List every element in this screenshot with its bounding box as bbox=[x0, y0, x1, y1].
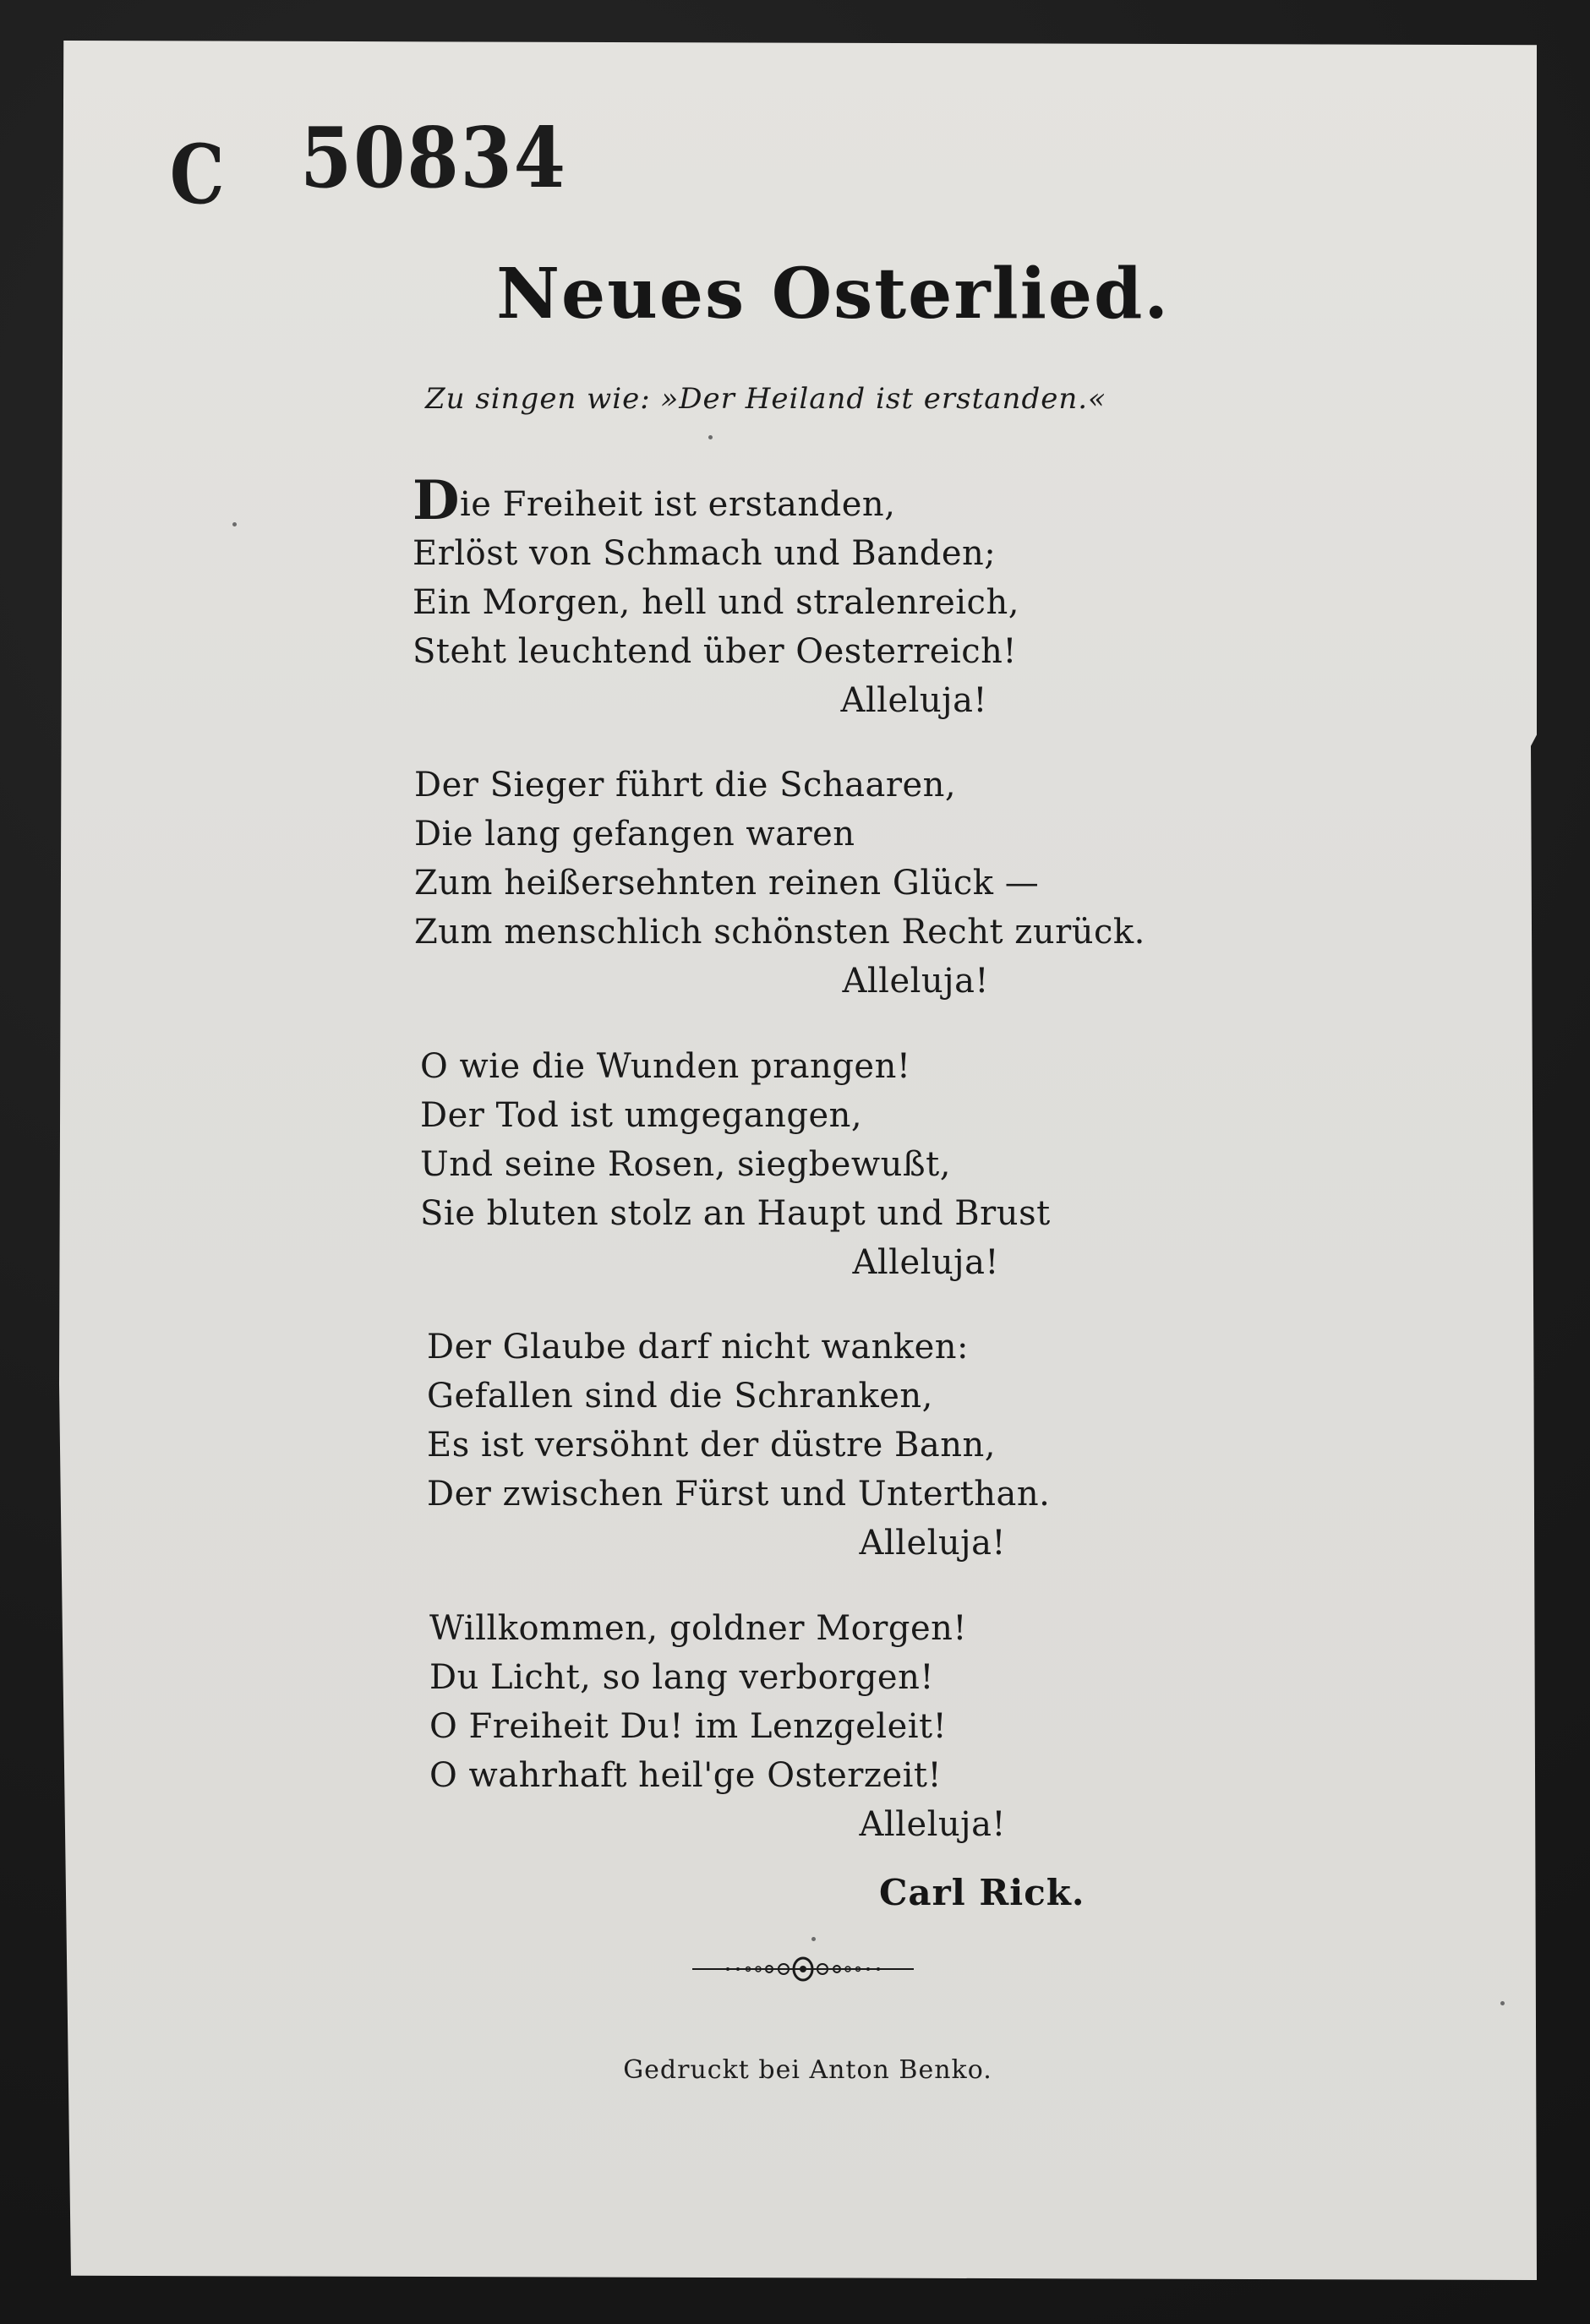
refrain: Alleluja! bbox=[840, 681, 987, 720]
author-signature: Carl Rick. bbox=[879, 1872, 1085, 1913]
refrain: Alleluja! bbox=[842, 962, 989, 1001]
archive-stamp-letter: C bbox=[169, 127, 225, 222]
printer-imprint: Gedruckt bei Anton Benko. bbox=[623, 2055, 992, 2085]
stanza-1 bbox=[413, 469, 1055, 725]
verse-line: Steht leuchtend über Oesterreich! bbox=[413, 632, 1017, 671]
paper-speck bbox=[1500, 2001, 1505, 2005]
verse-line: Gefallen sind die Schranken, bbox=[427, 1377, 933, 1416]
refrain: Alleluja! bbox=[859, 1805, 1006, 1844]
verse-line: O wahrhaft heil'ge Osterzeit! bbox=[429, 1756, 943, 1795]
verse-line: Es ist versöhnt der düstre Bann, bbox=[427, 1426, 996, 1465]
verse-line: O wie die Wunden prangen! bbox=[420, 1047, 911, 1086]
verse-line: Der zwischen Fürst und Unterthan. bbox=[427, 1475, 1051, 1514]
ornament-divider-icon bbox=[689, 1954, 917, 1984]
verse-line: Zum heißersehnten reinen Glück — bbox=[414, 864, 1040, 903]
paper-speck bbox=[232, 522, 237, 526]
tune-indication: Zu singen wie: »Der Heiland ist erstanden.« bbox=[425, 382, 1106, 416]
stanza-5 bbox=[429, 1604, 1072, 1849]
verse-line: Willkommen, goldner Morgen! bbox=[429, 1609, 967, 1648]
verse-line: Ein Morgen, hell und stralenreich, bbox=[413, 583, 1019, 622]
refrain: Alleluja! bbox=[859, 1524, 1006, 1563]
verse-line-text: ie Freiheit ist erstanden, bbox=[460, 485, 896, 524]
verse-line: Der Tod ist umgegangen, bbox=[420, 1096, 863, 1135]
paper-speck bbox=[811, 1937, 816, 1941]
verse-line: Sie bluten stolz an Haupt und Brust bbox=[420, 1194, 1051, 1233]
verse-line: Die lang gefangen waren bbox=[414, 815, 855, 854]
paper-speck bbox=[708, 435, 713, 439]
stanza-2 bbox=[414, 761, 1145, 1006]
archive-stamp-number: 50834 bbox=[300, 110, 567, 207]
verse-line: Der Glaube darf nicht wanken: bbox=[427, 1328, 970, 1367]
verse-line: Du Licht, so lang verborgen! bbox=[429, 1658, 934, 1697]
document-title: Neues Osterlied. bbox=[496, 254, 1170, 335]
verse-line: Erlöst von Schmach und Banden; bbox=[413, 534, 997, 573]
verse-line bbox=[413, 469, 1055, 532]
stanza-3 bbox=[420, 1042, 1063, 1287]
drop-cap: D bbox=[413, 469, 460, 532]
verse-line: Und seine Rosen, siegbewußt, bbox=[420, 1145, 951, 1184]
verse-line: Zum menschlich schönsten Recht zurück. bbox=[414, 913, 1145, 952]
stanza-4 bbox=[427, 1323, 1069, 1568]
verse-line: Der Sieger führt die Schaaren, bbox=[414, 766, 957, 805]
verse-line: O Freiheit Du! im Lenzgeleit! bbox=[429, 1707, 948, 1746]
refrain: Alleluja! bbox=[852, 1243, 999, 1282]
